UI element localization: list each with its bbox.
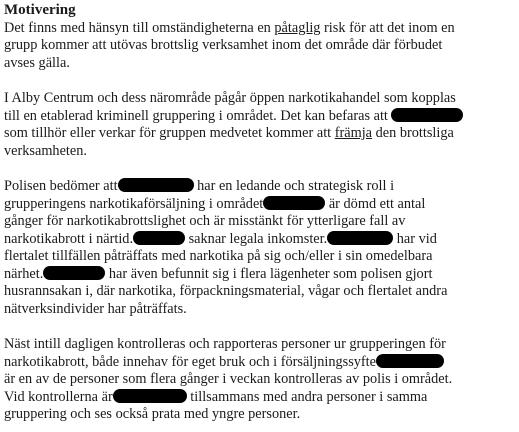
paragraph-line: flertalet tillfällen påträffats med narkotika på sig och/eller i sin omedelbara: [4, 248, 433, 264]
paragraph-1: [4, 20, 518, 73]
paragraph-line: husrannsakan i, där narkotika, förpackningsmaterial, vågar och flertalet andra: [4, 283, 448, 299]
paragraph-line: som tillhör eller verkar för gruppen medvetet kommer att främja den brottsliga: [4, 125, 454, 141]
paragraph-line: Det finns med hänsyn till omständigheterna en påtaglig risk för att det inom en: [4, 19, 455, 36]
paragraph-line: nätverksindivider har påträffats.: [4, 300, 187, 317]
paragraph-line: verksamheten.: [4, 142, 87, 159]
redaction-mark: [391, 108, 463, 122]
redaction-mark: [327, 231, 393, 245]
redaction-mark: [133, 231, 185, 245]
paragraph-line: Polisen bedömer att har en ledande och strategisk roll i: [4, 178, 395, 194]
paragraph-line: gruppering och ses också prata med yngre personer.: [4, 406, 301, 422]
paragraph-line: avses gälla.: [4, 54, 70, 71]
paragraph-line: grupperingens narkotikaförsäljning i området är dömd ett antal: [4, 195, 426, 212]
paragraph-2: [4, 90, 518, 160]
paragraph-line: narkotikabrott, både innehav för eget bruk och i försäljningssyfte: [4, 354, 518, 372]
paragraph-line: är en av de personer som flera gånger i veckan kontrolleras av polis i området.: [4, 371, 453, 387]
redaction-mark: [263, 196, 325, 210]
redaction-mark: [118, 178, 194, 192]
paragraph-line: narkotikabrott i närtid. saknar legala inkomster. har vid: [4, 230, 437, 247]
document-body: [4, 0, 518, 424]
paragraph-line: Vid kontrollerna är tillsammans med andra personer i samma: [4, 388, 428, 405]
redaction-mark: [113, 389, 187, 403]
paragraph-4: [4, 336, 518, 424]
paragraph-line: grupp kommer att utövas brottslig verksamhet inom det område där förbudet: [4, 37, 443, 53]
paragraph-3: [4, 178, 518, 318]
section-heading: Motivering: [4, 2, 76, 18]
paragraph-line: Näst intill dagligen kontrolleras och rapporteras personer ur grupperingen för: [4, 336, 446, 352]
underlined-word: främja: [334, 125, 373, 141]
paragraph-line: I Alby Centrum och dess närområde pågår öppen narkotikahandel som kopplas: [4, 90, 456, 106]
redaction-mark: [376, 354, 444, 368]
paragraph-line: till en etablerad kriminell gruppering i området. Det kan befaras att: [4, 108, 518, 126]
redaction-mark: [43, 266, 105, 280]
paragraph-line: närhet. har även befunnit sig i flera lägenheter som polisen gjort: [4, 265, 433, 282]
paragraph-line: gånger för narkotikabrottslighet och är misstänkt för ytterligare fall av: [4, 213, 406, 229]
underlined-word: påtaglig: [274, 19, 321, 36]
